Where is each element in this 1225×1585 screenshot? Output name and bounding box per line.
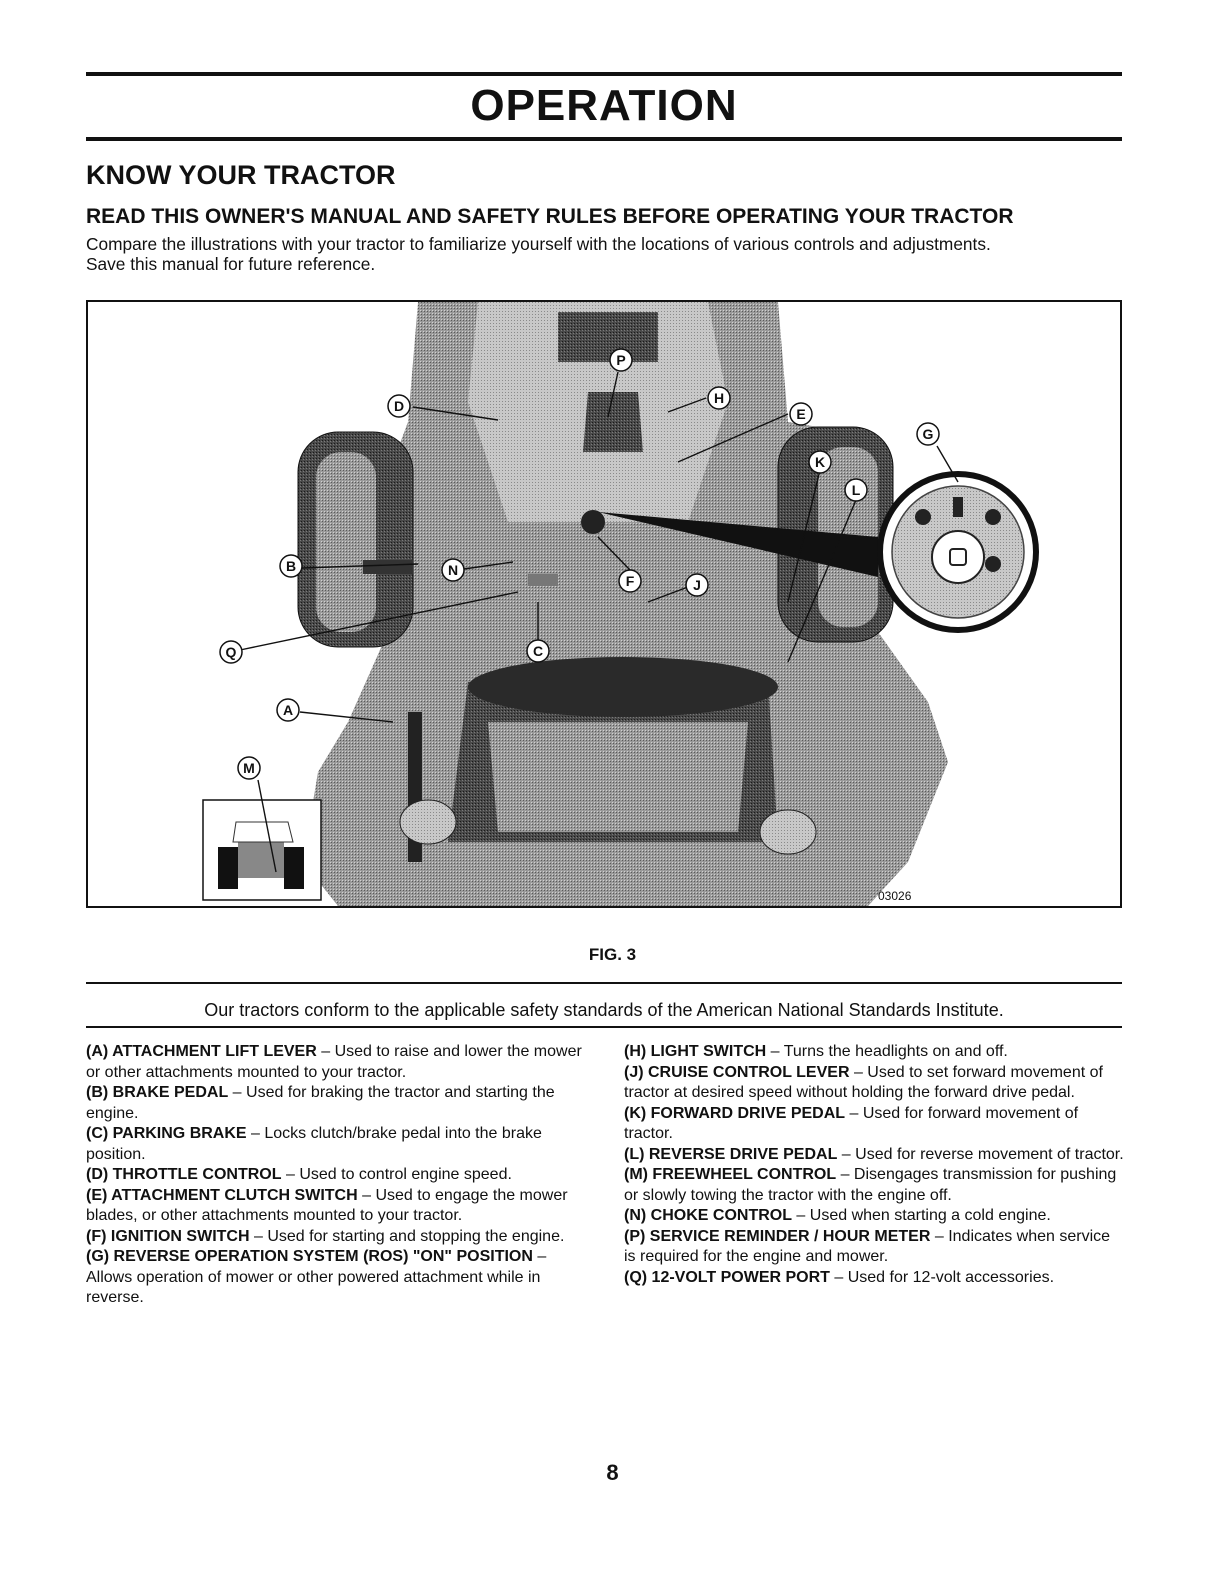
callout-a: [277, 699, 299, 721]
control-desc: – Used for starting and stopping the engine.: [249, 1227, 565, 1245]
control-desc: – Used to set forward movement of tractor at desired speed without holding the forward drive pedal.: [624, 1063, 1103, 1101]
svg-text:J: J: [693, 577, 701, 593]
section-subtitle: READ THIS OWNER'S MANUAL AND SAFETY RULES BEFORE OPERATING YOUR TRACTOR: [86, 205, 1014, 228]
svg-text:Q: Q: [225, 644, 237, 660]
control-desc: – Allows operation of mower or other powered attachment while in reverse.: [86, 1248, 547, 1306]
tractor-illustration: [88, 302, 1120, 906]
standards-top-rule: [86, 982, 1122, 984]
control-item-b: [86, 1083, 596, 1124]
standards-note: Our tractors conform to the applicable safety standards of the American National Standards Institute.: [204, 1000, 1004, 1020]
control-desc: – Used for reverse movement of tractor.: [837, 1145, 1124, 1163]
control-item-k: [624, 1104, 1124, 1145]
control-desc: – Used to control engine speed.: [281, 1166, 512, 1183]
standards-bottom-rule: [86, 1026, 1122, 1028]
control-label: (M) FREEWHEEL CONTROL: [624, 1166, 837, 1183]
intro-line-2: Save this manual for future reference.: [86, 254, 376, 274]
control-item-h: [624, 1042, 1124, 1063]
section-title: KNOW YOUR TRACTOR: [86, 160, 396, 190]
svg-text:M: M: [243, 760, 255, 776]
control-label: (E) ATTACHMENT CLUTCH SWITCH: [86, 1186, 358, 1204]
control-item-q: [624, 1268, 1124, 1289]
callout-e: [790, 403, 812, 425]
callout-n: [442, 559, 464, 581]
tractor-figure: [86, 300, 1122, 908]
freewheel-inset: [203, 800, 321, 900]
ignition-shape: [581, 510, 605, 534]
control-label: (F) IGNITION SWITCH: [86, 1227, 250, 1245]
brake-pedal-shape: [363, 560, 413, 574]
top-rule: [86, 72, 1122, 76]
control-label: (K) FORWARD DRIVE PEDAL: [624, 1104, 846, 1122]
control-item-f: [86, 1227, 596, 1248]
control-item-l: [624, 1145, 1124, 1166]
control-label: (A) ATTACHMENT LIFT LEVER: [86, 1043, 317, 1060]
front-left-wheel: [298, 432, 413, 647]
svg-text:K: K: [814, 454, 826, 470]
control-desc: – Used to engage the mower blades, or other attachments mounted to your tractor.: [86, 1186, 568, 1224]
control-desc: – Turns the headlights on and off.: [766, 1043, 1008, 1060]
control-label: (Q) 12-VOLT POWER PORT: [624, 1268, 830, 1286]
control-item-m: [624, 1165, 1124, 1206]
control-label: (B) BRAKE PEDAL: [86, 1084, 229, 1101]
callout-m: [238, 757, 260, 779]
svg-text:C: C: [532, 643, 544, 659]
callout-l: [845, 479, 867, 501]
figure-code: 03026: [878, 889, 912, 903]
control-item-e: [86, 1186, 596, 1227]
control-label: (P) SERVICE REMINDER / HOUR METER: [624, 1227, 931, 1245]
control-item-p: [624, 1227, 1124, 1268]
svg-text:L: L: [851, 482, 861, 498]
control-label: (L) REVERSE DRIVE PEDAL: [624, 1145, 838, 1163]
control-label: (C) PARKING BRAKE: [86, 1125, 247, 1142]
control-label: (G) REVERSE OPERATION SYSTEM (ROS) "ON" POSITION: [86, 1248, 533, 1265]
control-label: (H) LIGHT SWITCH: [624, 1043, 767, 1060]
control-desc: – Used for braking the tractor and starting the engine.: [86, 1084, 555, 1122]
svg-text:H: H: [713, 390, 725, 406]
control-item-a: [86, 1042, 596, 1083]
callout-j: [686, 574, 708, 596]
intro-text: [86, 234, 1126, 274]
callout-f: [619, 570, 641, 592]
control-desc: – Used when starting a cold engine.: [791, 1207, 1051, 1224]
svg-text:E: E: [796, 406, 806, 422]
control-label: (D) THROTTLE CONTROL: [86, 1166, 282, 1183]
callout-b: [280, 555, 302, 577]
control-desc: – Used to raise and lower the mower or other attachments mounted to your tractor.: [86, 1043, 582, 1081]
callout-c: [527, 640, 549, 662]
callout-p: [610, 349, 632, 371]
svg-text:F: F: [625, 573, 635, 589]
control-item-d: [86, 1165, 596, 1186]
controls-list-right: [624, 1042, 1124, 1288]
svg-text:G: G: [922, 426, 934, 442]
control-desc: – Used for forward movement of tractor.: [624, 1104, 1079, 1142]
control-desc: – Locks clutch/brake pedal into the brake position.: [86, 1125, 542, 1163]
control-label: (N) CHOKE CONTROL: [624, 1207, 792, 1224]
callout-h: [708, 387, 730, 409]
control-item-n: [624, 1206, 1124, 1227]
callout-q: [220, 641, 242, 663]
control-desc: – Indicates when service is required for the engine and mower.: [624, 1227, 1111, 1265]
figure-caption: FIG. 3: [588, 945, 637, 964]
title-underline: [86, 137, 1122, 141]
controls-list-left: [86, 1042, 596, 1309]
callout-g: [917, 423, 939, 445]
control-item-c: [86, 1124, 596, 1165]
control-item-g: [86, 1247, 596, 1309]
parking-brake-shape: [528, 574, 558, 586]
intro-line-1: Compare the illustrations with your tractor to familiarize yourself with the locations of various controls and adjustments.: [86, 234, 991, 254]
control-desc: – Disengages transmission for pushing or slowly towing the tractor with the engine off.: [624, 1166, 1117, 1204]
control-desc: – Used for 12-volt accessories.: [829, 1268, 1055, 1286]
page-number: 8: [606, 1460, 619, 1485]
page-title: OPERATION: [470, 81, 738, 130]
callout-d: [388, 395, 410, 417]
svg-text:A: A: [282, 702, 294, 718]
callout-k: [809, 451, 831, 473]
svg-text:D: D: [393, 398, 405, 414]
svg-text:N: N: [447, 562, 459, 578]
control-item-j: [624, 1063, 1124, 1104]
svg-text:P: P: [616, 352, 626, 368]
control-label: (J) CRUISE CONTROL LEVER: [624, 1063, 850, 1081]
svg-text:B: B: [285, 558, 297, 574]
